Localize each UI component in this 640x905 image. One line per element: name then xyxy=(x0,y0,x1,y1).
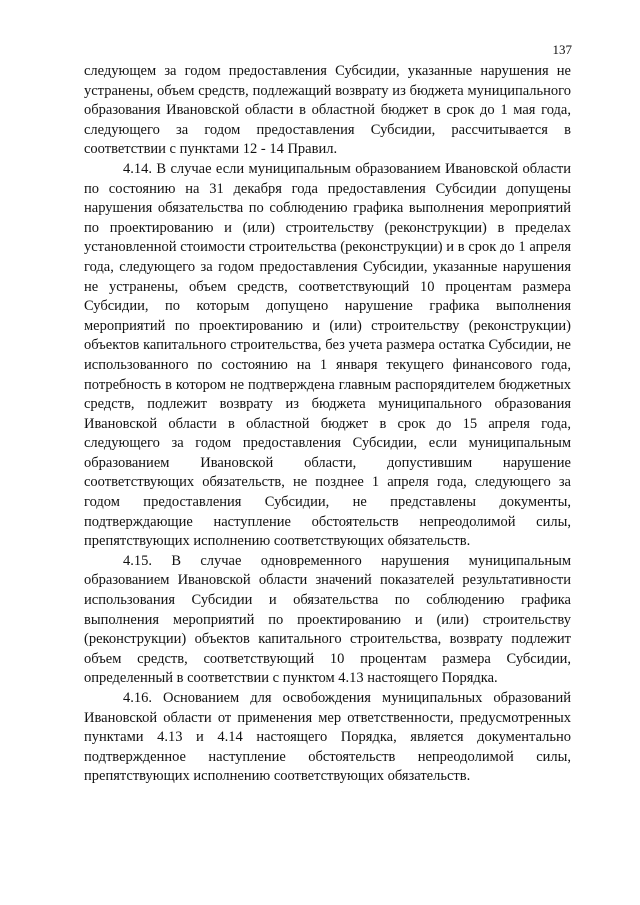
paragraph-continuation: следующем за годом предоставления Субсидии, указанные нарушения не устранены, объем средств, подлежащий возврату из бюджета муниципального образования Ивановской области в областной бюджет в срок до 1 мая года, следующего за годом предоставления Субсидии, рассчитывается в соответствии с пунктами 12 - 14 Правил. xyxy=(84,63,571,158)
paragraph-4-15: 4.15. В случае одновременного нарушения муниципальным образованием Ивановской области значений показателей результативности использования Субсидии и обязательства по соблюдению графика выполнения мероприятий по проектированию и (или) строительству (реконструкции) объектов капитального строительства, возврату подлежит объем средств, соответствующий 10 процентам размера Субсидии, определенный в соответствии с пунктом 4.13 настоящего Порядка. xyxy=(84,552,571,687)
document-body xyxy=(84,62,571,787)
page-number: 137 xyxy=(552,42,572,57)
paragraph-4-16: 4.16. Основанием для освобождения муниципальных образований Ивановской области от применения мер ответственности, предусмотренных пунктами 4.13 и 4.14 настоящего Порядка, является документально подтвержденное наступление обстоятельств непреодолимой силы, препятствующих исполнению соответствующих обязательств. xyxy=(84,690,571,785)
paragraph-4-14: 4.14. В случае если муниципальным образованием Ивановской области по состоянию на 31 декабря года предоставления Субсидии допущены нарушения обязательства по соблюдению графика выполнения мероприятий по проектированию и (или) строительству (реконструкции) в пределах установленной стоимости строительства (реконструкции) и в срок до 1 апреля года, следующего за годом предоставления Субсидии, указанные нарушения не устранены, объем средств, соответствующий 10 процентам размера Субсидии, по которым допущено нарушение графика выполнения мероприятий по проектированию и (или) строительству (реконструкции) объектов капитального строительства, без учета размера остатка Субсидии, не использованного по состоянию на 1 января текущего финансового года, потребность в котором не подтверждена главным распорядителем бюджетных средств, подлежит возврату из бюджета муниципального образования Ивановской области в областной бюджет в срок до 15 апреля года, следующего за годом предоставления Субсидии, если муниципальным образованием Ивановской области, допустившим нарушение соответствующих обязательств, не позднее 1 апреля года, следующего за годом предоставления Субсидии, не представлены документы, подтверждающие наступление обстоятельств непреодолимой силы, препятствующих исполнению соответствующих обязательств. xyxy=(84,160,571,550)
